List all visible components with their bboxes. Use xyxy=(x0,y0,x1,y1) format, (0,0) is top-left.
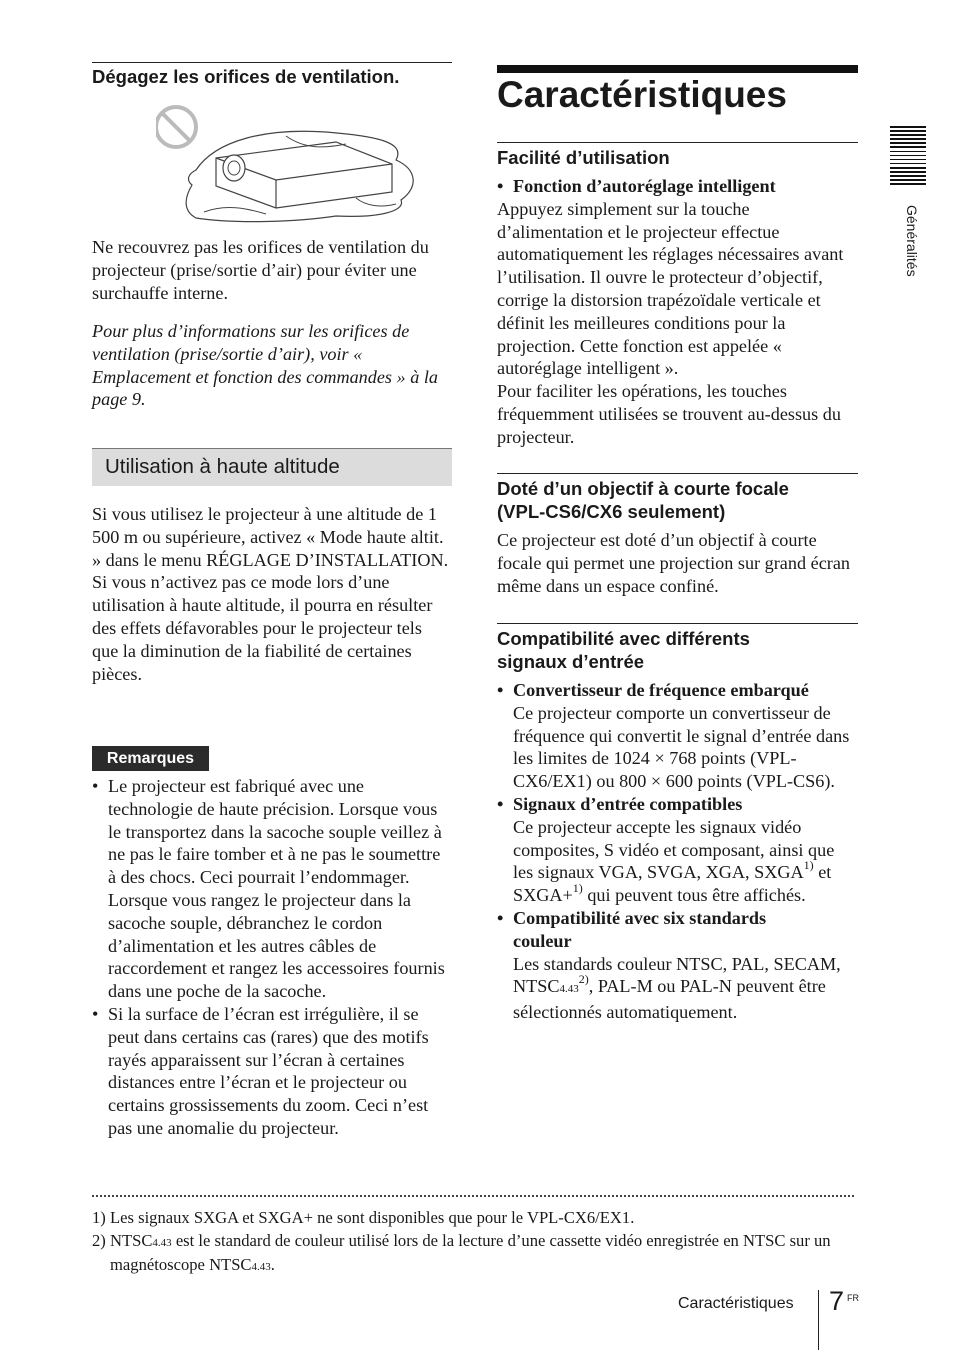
item-title: Fonction d’autoréglage intelligent xyxy=(513,176,776,196)
section-ease-of-use-body xyxy=(497,175,858,449)
footnote-number: 1) xyxy=(92,1208,106,1227)
item-title: Convertisseur de fréquence embarqué xyxy=(513,680,809,700)
heading-line: Doté d’un objectif à courte focale xyxy=(497,478,789,499)
footnote-text: Les signaux SXGA et SXGA+ ne sont disponibles que pour le VPL-CX6/EX1. xyxy=(110,1208,635,1227)
covered-projector-illustration xyxy=(156,100,476,235)
footnote-number: 2) xyxy=(92,1231,106,1250)
altitude-heading: Utilisation à haute altitude xyxy=(92,448,452,486)
footer-section-name: Caractéristiques xyxy=(678,1295,794,1312)
section-input-signals-body xyxy=(497,679,858,1024)
list-item: • Compatibilité avec six standards couleur Les standards couleur NTSC, PAL, SECAM, NTSC4.43$^{2)}$, PAL-M ou PAL-N peuvent être sélectionnés automatiquement. xyxy=(497,907,858,1024)
section-heading-ease-of-use: Facilité d’utilisation xyxy=(497,142,858,169)
remark-text: Le projecteur est fabriqué avec une technologie de haute précision. Lorsque vous le transportez dans la sacoche souple veillez à ne pas le faire tomber et à ne pas le soumettre à des chocs. Ceci pourrait l’endommager. Lorsque vous rangez le projecteur dans la sacoche souple, débranchez le cordon d’alimentation et les autres câbles de raccordement et rangez les accessoires fournis dans une poche de la sacoche. xyxy=(108,776,445,1002)
altitude-text xyxy=(92,503,452,685)
footnote-text: NTSC4.43 est le standard de couleur utilisé lors de la lecture d’une cassette vidéo enregistrée en NTSC sur un magnétoscope NTSC4.43. xyxy=(110,1231,831,1274)
list-item: • Si la surface de l’écran est irrégulière, il se peut dans certains cas (rares) que des motifs rayés apparaissent sur l’écran à certaines distances entre l’écran et le projecteur ou certains grossissements du zoom. Ceci n’est pas une anomalie du projecteur. xyxy=(92,1003,429,1138)
list-item: • Convertisseur de fréquence embarqué Ce projecteur comporte un convertisseur de fréquence qui convertit le signal d’entrée dans les limites de 1024 × 768 points (VPL-CX6/EX1) ou 800 × 600 points (VPL-CS6). xyxy=(497,679,858,793)
list-item: • Signaux d’entrée compatibles Ce projecteur accepte les signaux vidéo composites, S vidéo et composant, ainsi que les signaux VGA, SVGA, XGA, SXGA$^{1)}$ et SXGA+$^{1)}$ qui peuvent tous être affichés. xyxy=(497,793,858,907)
remarks-label: Remarques xyxy=(92,746,209,771)
footnote-separator xyxy=(92,1195,854,1197)
remark-text: Si la surface de l’écran est irrégulière, il se peut dans certains cas (rares) que des motifs rayés apparaissent sur l’écran à certaines distances entre l’écran et le projecteur ou certains grossissements du zoom. Ceci n’est pas une anomalie du projecteur. xyxy=(108,1003,429,1138)
prohibited-icon xyxy=(156,107,196,147)
footnote-2 xyxy=(92,1230,852,1278)
top-keys-paragraph: Pour faciliter les opérations, les touches fréquemment utilisées se trouvent au-dessus du projecteur. xyxy=(497,381,841,447)
short-focus-paragraph: Ce projecteur est doté d’un objectif à courte focale qui permet une projection sur grand écran même dans un espace confiné. xyxy=(497,530,850,596)
remarks-list xyxy=(92,775,452,1140)
ventilation-paragraph: Ne recouvrez pas les orifices de ventilation du projecteur (prise/sortie d’air) pour éviter une surchauffe interne. xyxy=(92,237,429,303)
item-title: Signaux d’entrée compatibles xyxy=(513,793,743,814)
altitude-paragraph-2: Si vous n’activez pas ce mode lors d’une utilisation à haute altitude, il pourra en résulter des effets défavorables pour le projecteur tels que la diminution de la fiabilité de certaines pièces. xyxy=(92,572,433,684)
item-body: Ce projecteur comporte un convertisseur de fréquence qui convertit le signal d’entrée dans les limites de 1024 × 768 points (VPL-CX6/EX1) ou 800 × 600 points (VPL-CS6). xyxy=(513,702,850,792)
list-item: • Fonction d’autoréglage intelligent xyxy=(497,175,858,198)
side-tab-lines xyxy=(890,126,926,187)
section-heading-input-signals xyxy=(497,623,858,673)
auto-setup-paragraph: Appuyez simplement sur la touche d’alimentation et le projecteur effectue automatiquement les réglages nécessaires avant l’utilisation. Il ouvre le protecteur d’objectif, corrige la distorsion trapézoïdale verticale et définit les meilleures conditions pour la projection. Cette fonction est appelée « autoréglage intelligent ». xyxy=(497,198,844,379)
heading-line: signaux d’entrée xyxy=(497,651,645,672)
page-number: 7 xyxy=(829,1286,845,1316)
page-title: Caractéristiques xyxy=(497,74,787,115)
footnote-1 xyxy=(92,1207,852,1229)
heading-line: (VPL-CS6/CX6 seulement) xyxy=(497,501,726,522)
section-heading-short-focus-lens xyxy=(497,473,858,523)
footer-divider xyxy=(818,1290,819,1350)
side-tab-label: Généralités xyxy=(904,205,920,277)
ventilation-heading: Dégagez les orifices de ventilation. xyxy=(92,62,452,88)
item-title: couleur xyxy=(513,930,572,951)
item-body: Les standards couleur NTSC, PAL, SECAM, NTSC4.43$^{2)}$, PAL-M ou PAL-N peuvent être sélectionnés automatiquement. xyxy=(513,953,841,1023)
list-item: • Le projecteur est fabriqué avec une technologie de haute précision. Lorsque vous le transportez dans la sacoche souple veillez à ne pas le faire tomber et à ne pas le soumettre à des chocs. Ceci pourrait l’endommager. Lorsque vous rangez le projecteur dans la sacoche souple, débranchez le cordon d’alimentation et les autres câbles de raccordement et rangez les accessoires fournis dans une poche de la sacoche. xyxy=(92,776,445,1002)
altitude-paragraph-1: Si vous utilisez le projecteur à une altitude de 1 500 m ou supérieure, activez « Mode haute altit. » dans le menu RÉGLAGE D’INSTALLATION. xyxy=(92,504,449,570)
item-title: Compatibilité avec six standards xyxy=(513,907,767,928)
page-language: FR xyxy=(847,1293,859,1303)
item-body: Ce projecteur accepte les signaux vidéo composites, S vidéo et composant, ainsi que les signaux VGA, SVGA, XGA, SXGA$^{1)}$ et SXGA+$^{1)}$ qui peuvent tous être affichés. xyxy=(513,816,835,906)
ventilation-reference: Pour plus d’informations sur les orifices de ventilation (prise/sortie d’air), voir « Emplacement et fonction des commandes » à la page 9. xyxy=(92,321,438,410)
heading-line: Compatibilité avec différents xyxy=(497,628,750,649)
